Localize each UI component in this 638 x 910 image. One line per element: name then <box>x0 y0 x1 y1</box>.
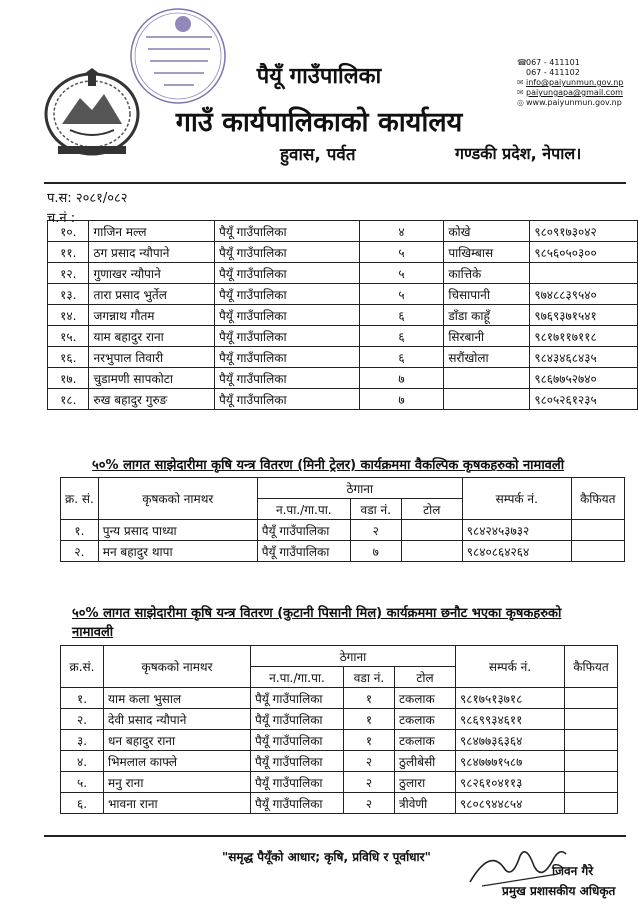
cell-municipality: पैयूँ गाउँपालिका <box>215 389 360 410</box>
cell-contact: ९७६९३७१५४१ <box>530 305 638 326</box>
cell-municipality: पैयूँ गाउँपालिका <box>251 688 344 709</box>
col-ward: वडा नं. <box>350 499 401 520</box>
cell-municipality: पैयूँ गाउँपालिका <box>215 242 360 263</box>
cell-municipality: पैयूँ गाउँपालिका <box>251 793 344 814</box>
alternate-farmers-table <box>60 477 625 562</box>
signatory-name: जिवन गैरे <box>552 864 594 878</box>
cell-remarks <box>565 688 618 709</box>
cell-contact: ९८५६०५०३०० <box>530 242 638 263</box>
cell-remarks <box>565 772 618 793</box>
table-row <box>61 520 625 541</box>
cell-ward: ६ <box>359 326 444 347</box>
cell-remarks <box>565 730 618 751</box>
table-row <box>61 541 625 562</box>
cell-sn: १. <box>61 520 99 541</box>
cell-remarks <box>565 751 618 772</box>
reference-number: प.स: २०८१/०८२ <box>47 191 128 206</box>
cell-tole: कात्तिके <box>444 263 530 284</box>
cell-tole: टकलाक <box>395 709 456 730</box>
cell-municipality: पैयूँ गाउँपालिका <box>215 284 360 305</box>
cell-municipality: पैयूँ गाउँपालिका <box>215 221 360 242</box>
cell-tole: पाखिम्बास <box>444 242 530 263</box>
cell-name: रुख बहादुर गुरुङ <box>89 389 215 410</box>
cell-name: भावना राना <box>104 793 251 814</box>
office-location: हुवास, पर्वत <box>280 145 356 165</box>
cell-ward: २ <box>350 520 401 541</box>
cell-name: मन बहादुर थापा <box>98 541 257 562</box>
cell-contact: ९८४७७७१५८७ <box>456 751 565 772</box>
cell-tole: डाँडा काहूँ <box>444 305 530 326</box>
col-address: ठेगाना <box>251 646 456 667</box>
cell-contact: ९८४३४६८४३५ <box>530 347 638 368</box>
cell-ward: २ <box>344 751 395 772</box>
dispatch-number: च.नं : <box>47 211 76 226</box>
cell-ward: १ <box>344 688 395 709</box>
cell-tole <box>444 389 530 410</box>
table-row <box>48 242 638 263</box>
cell-name: देवी प्रसाद न्यौपाने <box>104 709 251 730</box>
phone-row-2: 067 - 411102 <box>526 68 580 77</box>
section3-heading-cont: नामावली <box>72 625 114 640</box>
cell-sn: १७. <box>48 368 89 389</box>
office-title: गाउँ कार्यपालिकाको कार्यालय <box>175 107 463 138</box>
col-tole: टोल <box>395 667 456 688</box>
section2-heading: ५०% लागत साझेदारीमा कृषि यन्त्र वितरण (मिनी ट्रेलर) कार्यक्रममा वैकल्पिक कृषकहरुको नामावली <box>92 458 565 473</box>
cell-tole <box>444 368 530 389</box>
phone-icon: ☎ <box>517 58 527 67</box>
section3-heading: ५०% लागत साझेदारीमा कृषि यन्त्र वितरण (कुटानी पिसानी मिल) कार्यक्रममा छनौट भएका कृषकहरुको <box>72 606 562 621</box>
col-address: ठेगाना <box>257 478 462 499</box>
cell-name: चुडामणी सापकोटा <box>89 368 215 389</box>
col-sn: क्र.सं. <box>61 646 104 688</box>
table-row <box>61 688 618 709</box>
cell-name: भिमलाल काफ्ले <box>104 751 251 772</box>
cell-municipality: पैयूँ गाउँपालिका <box>251 730 344 751</box>
cell-ward: ५ <box>359 263 444 284</box>
col-np: न.पा./गा.पा. <box>257 499 350 520</box>
cell-ward: १ <box>344 730 395 751</box>
cell-sn: ३. <box>61 730 104 751</box>
email-row-2 <box>517 88 623 98</box>
cell-municipality: पैयूँ गाउँपालिका <box>215 368 360 389</box>
cell-contact: ९८४०८६४२६४ <box>462 541 571 562</box>
cell-ward: ७ <box>359 368 444 389</box>
cell-contact <box>530 263 638 284</box>
col-sn: क्र. सं. <box>61 478 99 520</box>
cell-name: गाजिन मल्ल <box>89 221 215 242</box>
cell-tole <box>401 520 462 541</box>
phone-row-1: ☎067 - 411101 <box>517 58 580 67</box>
cell-name: नरभुपाल तिवारी <box>89 347 215 368</box>
cell-municipality: पैयूँ गाउँपालिका <box>251 709 344 730</box>
cell-tole: कोखे <box>444 221 530 242</box>
cell-tole: सरौंखोला <box>444 347 530 368</box>
cell-ward: ५ <box>359 242 444 263</box>
cell-tole <box>401 541 462 562</box>
cell-contact: ९८०५२६१२३५ <box>530 389 638 410</box>
table-row <box>61 730 618 751</box>
cell-sn: ११. <box>48 242 89 263</box>
cell-ward: ६ <box>359 305 444 326</box>
col-remarks: कैफियत <box>571 478 624 520</box>
cell-municipality: पैयूँ गाउँपालिका <box>251 751 344 772</box>
email-icon: ✉ <box>517 88 524 97</box>
table-row <box>48 305 638 326</box>
header-divider <box>44 182 626 184</box>
table-row <box>48 347 638 368</box>
cell-municipality: पैयूँ गाउँपालिका <box>257 520 350 541</box>
globe-icon: ◎ <box>517 98 524 107</box>
table-row <box>48 326 638 347</box>
cell-sn: २. <box>61 541 99 562</box>
cell-name: मनु राना <box>104 772 251 793</box>
cell-municipality: पैयूँ गाउँपालिका <box>251 772 344 793</box>
col-tole: टोल <box>401 499 462 520</box>
office-province: गण्डकी प्रदेश, नेपाल। <box>455 144 582 163</box>
table-row <box>61 772 618 793</box>
cell-municipality: पैयूँ गाउँपालिका <box>215 347 360 368</box>
cell-name: जगन्नाथ गौतम <box>89 305 215 326</box>
cell-sn: १४. <box>48 305 89 326</box>
cell-name: गुणाखर न्यौपाने <box>89 263 215 284</box>
table-row <box>48 221 638 242</box>
cell-tole: ठुलारा <box>395 772 456 793</box>
cell-name: ठग प्रसाद न्यौपाने <box>89 242 215 263</box>
cell-contact: ९८४७७३६३६४ <box>456 730 565 751</box>
cell-ward: ७ <box>350 541 401 562</box>
cell-sn: १५. <box>48 326 89 347</box>
cell-name: याम बहादुर राना <box>89 326 215 347</box>
cell-sn: १२. <box>48 263 89 284</box>
farmers-list-table <box>47 220 638 410</box>
cell-contact: ९८६७७५२७४० <box>530 368 638 389</box>
contact-block <box>517 58 623 108</box>
cell-sn: ४. <box>61 751 104 772</box>
cell-ward: २ <box>344 793 395 814</box>
cell-ward: ७ <box>359 389 444 410</box>
col-contact: सम्पर्क नं. <box>456 646 565 688</box>
table-row <box>61 709 618 730</box>
table-row <box>61 751 618 772</box>
cell-sn: २. <box>61 709 104 730</box>
cell-name: पुन्य प्रसाद पाध्या <box>98 520 257 541</box>
cell-remarks <box>571 541 624 562</box>
cell-remarks <box>565 709 618 730</box>
cell-contact: ९८०९१७३०४२ <box>530 221 638 242</box>
cell-contact: ९८१७११७११८ <box>530 326 638 347</box>
cell-tole: त्रीवेणी <box>395 793 456 814</box>
signatory-title: प्रमुख प्रशासकीय अधिकृत <box>502 884 616 898</box>
cell-contact: ९८६९९३४६११ <box>456 709 565 730</box>
cell-sn: ६. <box>61 793 104 814</box>
cell-sn: १. <box>61 688 104 709</box>
table-row <box>48 389 638 410</box>
email-icon: ✉ <box>517 78 524 87</box>
cell-remarks <box>565 793 618 814</box>
cell-sn: ५. <box>61 772 104 793</box>
col-name: कृषकको नामथर <box>104 646 251 688</box>
cell-remarks <box>571 520 624 541</box>
cell-sn: १३. <box>48 284 89 305</box>
cell-sn: १८. <box>48 389 89 410</box>
cell-municipality: पैयूँ गाउँपालिका <box>257 541 350 562</box>
cell-name: तारा प्रसाद भुर्तेल <box>89 284 215 305</box>
cell-ward: ६ <box>359 347 444 368</box>
cell-contact: ९८४२४५३७३२ <box>462 520 571 541</box>
cell-municipality: पैयूँ गाउँपालिका <box>215 326 360 347</box>
cell-tole: ठुलीबेसी <box>395 751 456 772</box>
table-row <box>61 793 618 814</box>
cell-tole: टकलाक <box>395 688 456 709</box>
cell-tole: सिरबानी <box>444 326 530 347</box>
footer-motto: "समृद्ध पैयूँको आधार; कृषि, प्रविधि र पूर्वाधार" <box>222 850 431 864</box>
footer-divider <box>44 835 626 837</box>
cell-contact: ९८०८९४४८५४ <box>456 793 565 814</box>
cell-name: धन बहादुर राना <box>104 730 251 751</box>
cell-ward: १ <box>344 709 395 730</box>
cell-tole: चिसापानी <box>444 284 530 305</box>
selected-farmers-table <box>60 645 618 814</box>
cell-municipality: पैयूँ गाउँपालिका <box>215 263 360 284</box>
cell-contact: ९८२६१०४११३ <box>456 772 565 793</box>
email-link-1[interactable]: info@paiyunmun.gov.np <box>526 78 624 87</box>
table-row <box>48 263 638 284</box>
cell-ward: ४ <box>359 221 444 242</box>
cell-sn: १०. <box>48 221 89 242</box>
col-ward: वडा नं. <box>344 667 395 688</box>
email-row-1 <box>517 78 623 88</box>
website-row <box>517 98 623 108</box>
municipality-title: पैयूँ गाउँपालिका <box>256 64 382 89</box>
col-remarks: कैफियत <box>565 646 618 688</box>
cell-ward: २ <box>344 772 395 793</box>
email-link-2[interactable]: paiyungapa@gmail.com <box>526 88 623 97</box>
website-link[interactable]: www.paiyunmun.gov.np <box>526 98 622 107</box>
col-np: न.पा./गा.पा. <box>251 667 344 688</box>
col-contact: सम्पर्क नं. <box>462 478 571 520</box>
cell-ward: ५ <box>359 284 444 305</box>
cell-municipality: पैयूँ गाउँपालिका <box>215 305 360 326</box>
cell-sn: १६. <box>48 347 89 368</box>
table-row <box>48 284 638 305</box>
cell-contact: ९७४८८३९५४० <box>530 284 638 305</box>
cell-contact: ९८१७५१३७१८ <box>456 688 565 709</box>
cell-tole: टकलाक <box>395 730 456 751</box>
col-name: कृषकको नामथर <box>98 478 257 520</box>
cell-name: याम कला भुसाल <box>104 688 251 709</box>
table-row <box>48 368 638 389</box>
